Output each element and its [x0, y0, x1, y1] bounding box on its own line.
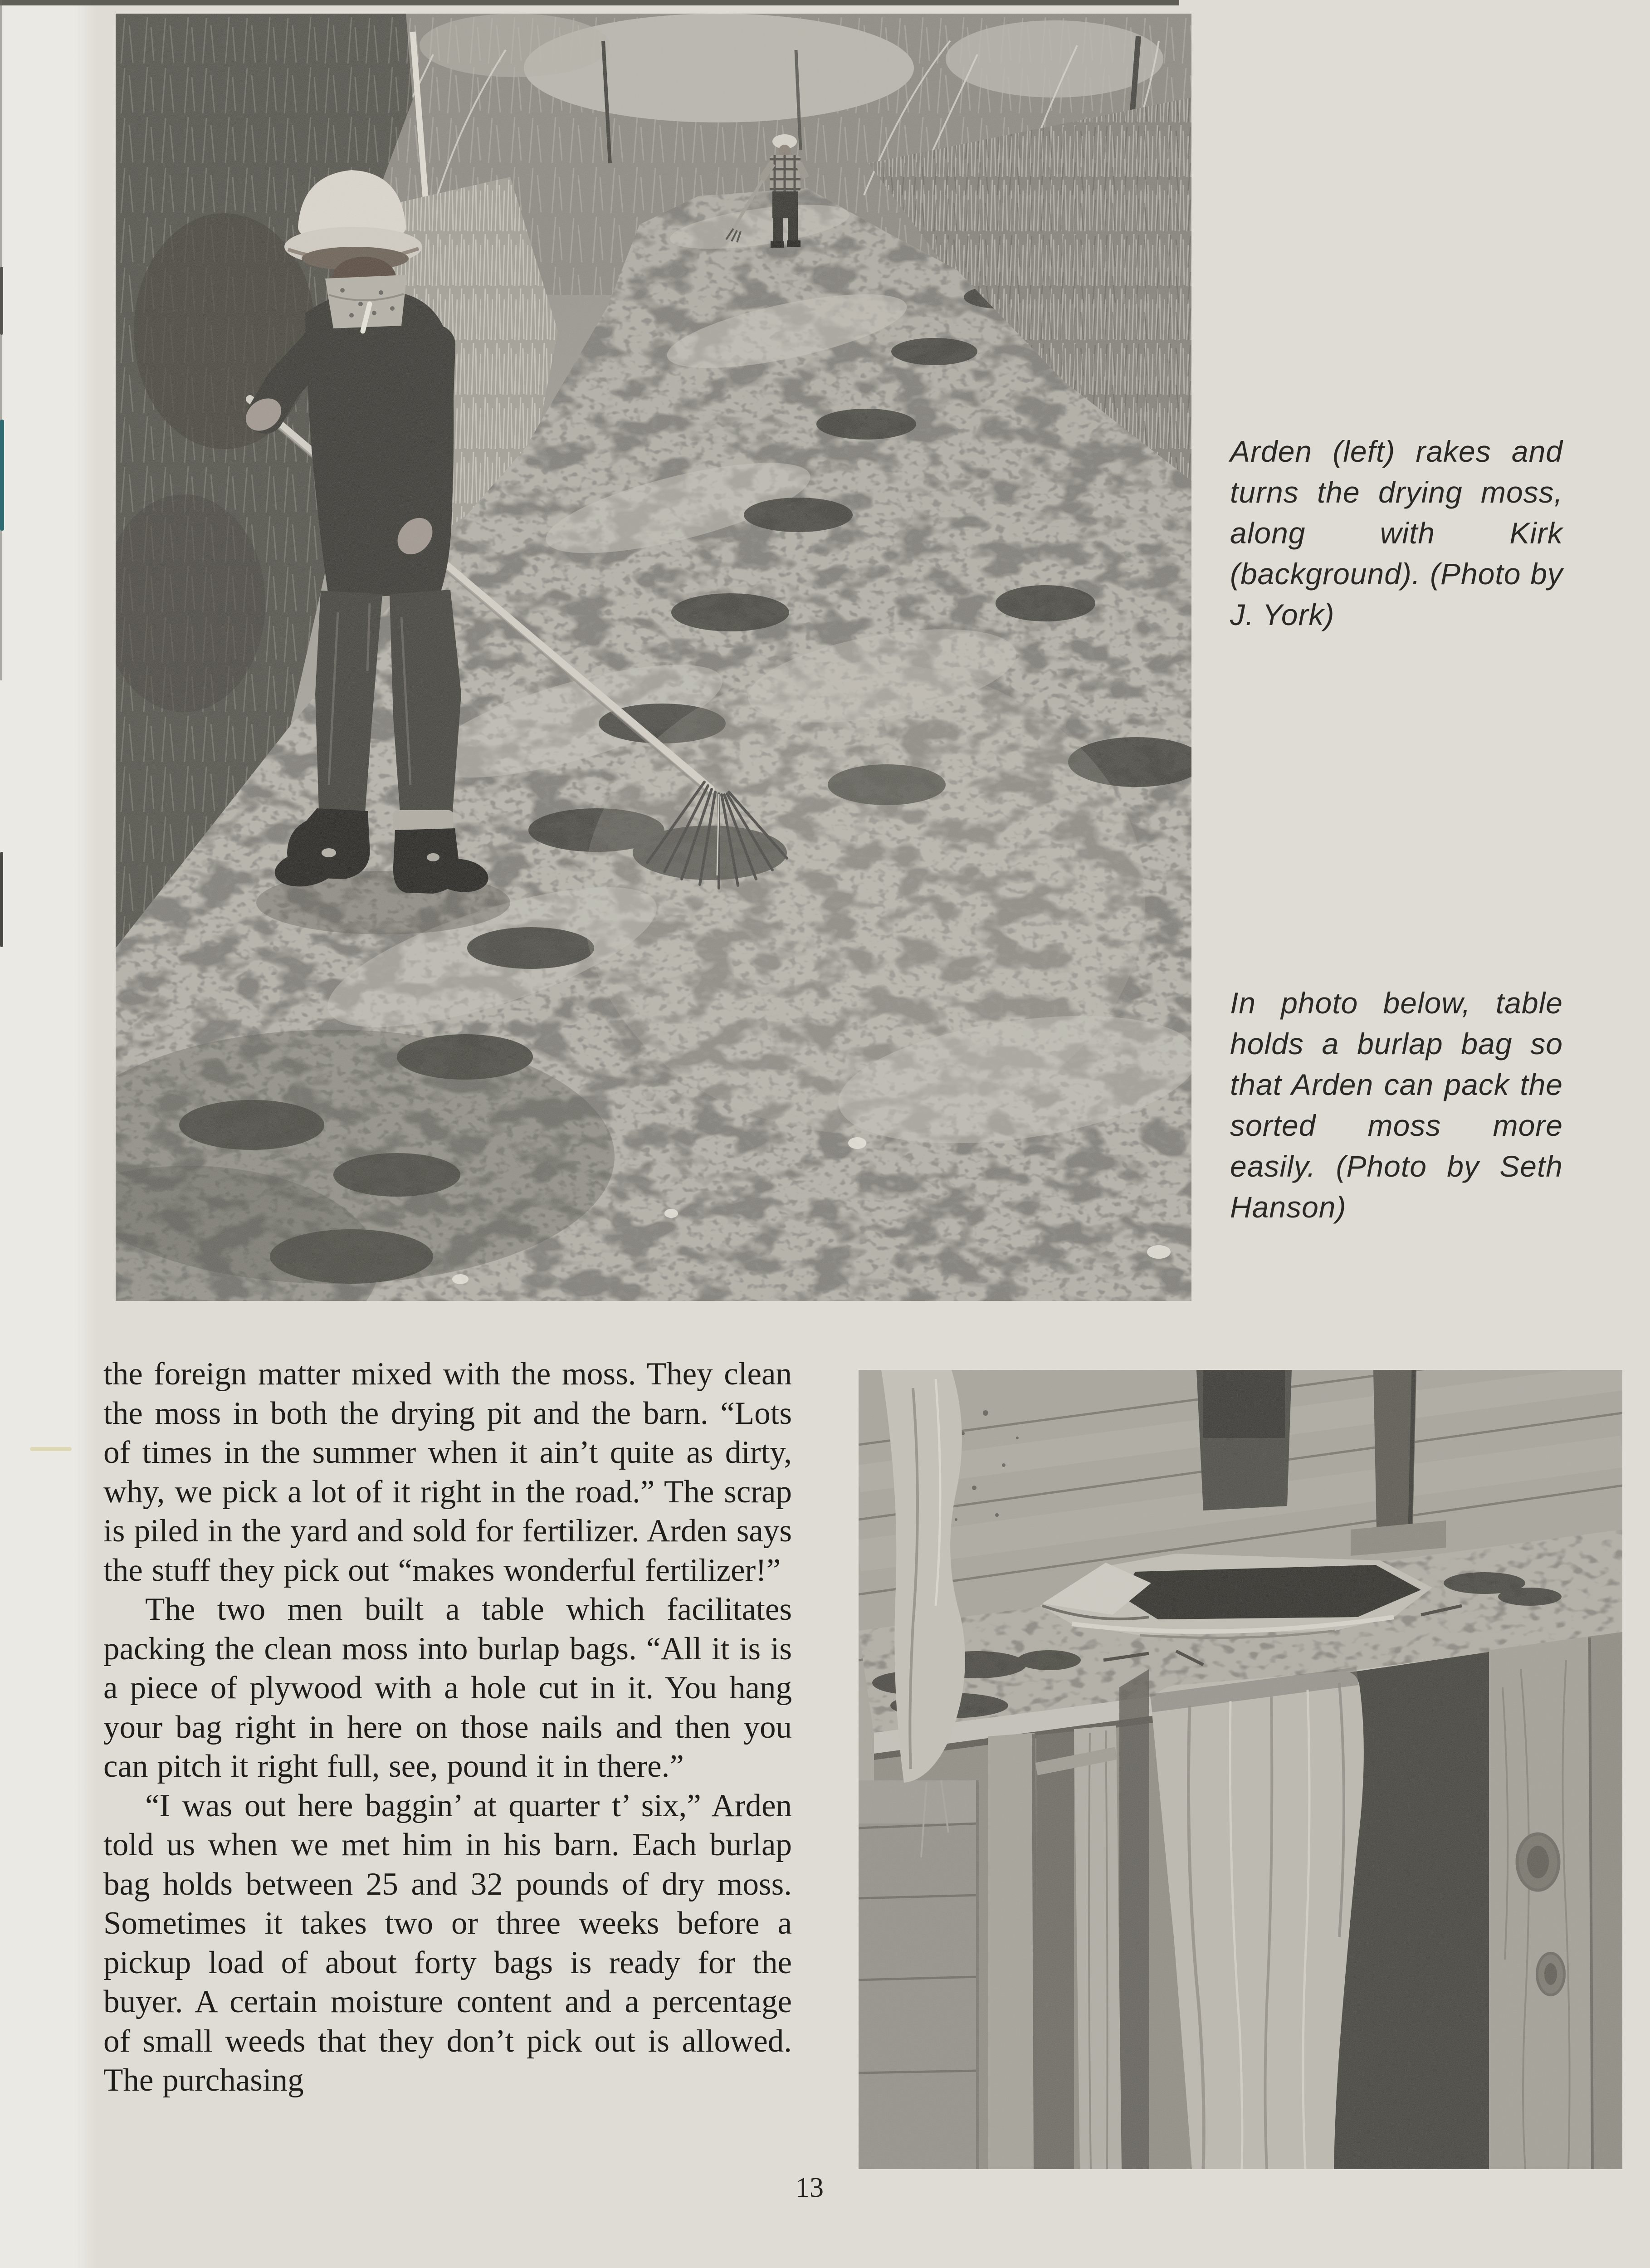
article-paragraph-3: “I was out here baggin’ at quarter t’ six,” Arden told us when we met him in his barn. Each burlap bag holds between 25 and 32 pounds of dry moss. Sometimes it takes two or three weeks before a pickup load of about forty bags is ready for the buyer. A certain moisture content and a percentage of small weeds that they don’t pick out is allowed. The purchasing	[103, 1788, 792, 2098]
binding-mark	[0, 267, 3, 335]
article-paragraph-1: the foreign matter mixed with the moss. They clean the moss in both the drying pit and the barn. “Lots of times in the summer when it ain’t quite as dirty, why, we pick a lot of it right in the road.” The scrap is piled in the yard and sold for fertilizer. Arden says the stuff they pick out “makes wonderful fertilizer!”	[103, 1356, 792, 1588]
binding-mark-teal	[0, 420, 4, 531]
film-grain	[116, 14, 1191, 1301]
page-left-margin	[0, 0, 96, 2268]
article-paragraph-2: The two men built a table which facilitates packing the clean moss into burlap bags. “All it is is a piece of plywood with a hole cut in it. You hang your bag right in here on those nails and then you can pitch it right full, see, pound it in there.”	[103, 1592, 792, 1784]
binding-edge-artifact	[0, 0, 2, 680]
caption-top-photo: Arden (left) rakes and turns the drying moss, along with Kirk (background). (Photo by J. York)	[1230, 435, 1563, 631]
page-number: 13	[796, 2172, 824, 2203]
scan-top-edge-artifact	[0, 0, 1179, 5]
burlap-table-illustration	[859, 1370, 1622, 2169]
raking-moss-illustration	[116, 14, 1191, 1301]
photo-raking-moss	[116, 14, 1191, 1301]
film-grain	[859, 1370, 1622, 2169]
caption-bottom-photo: In photo below, table holds a burlap bag so that Arden can pack the sorted moss more easily. (Photo by Seth Hanson)	[1230, 986, 1563, 1224]
photo-burlap-table	[859, 1370, 1622, 2169]
article-text	[103, 1354, 792, 2100]
binding-mark	[0, 852, 3, 947]
paper-fleck	[30, 1447, 72, 1451]
